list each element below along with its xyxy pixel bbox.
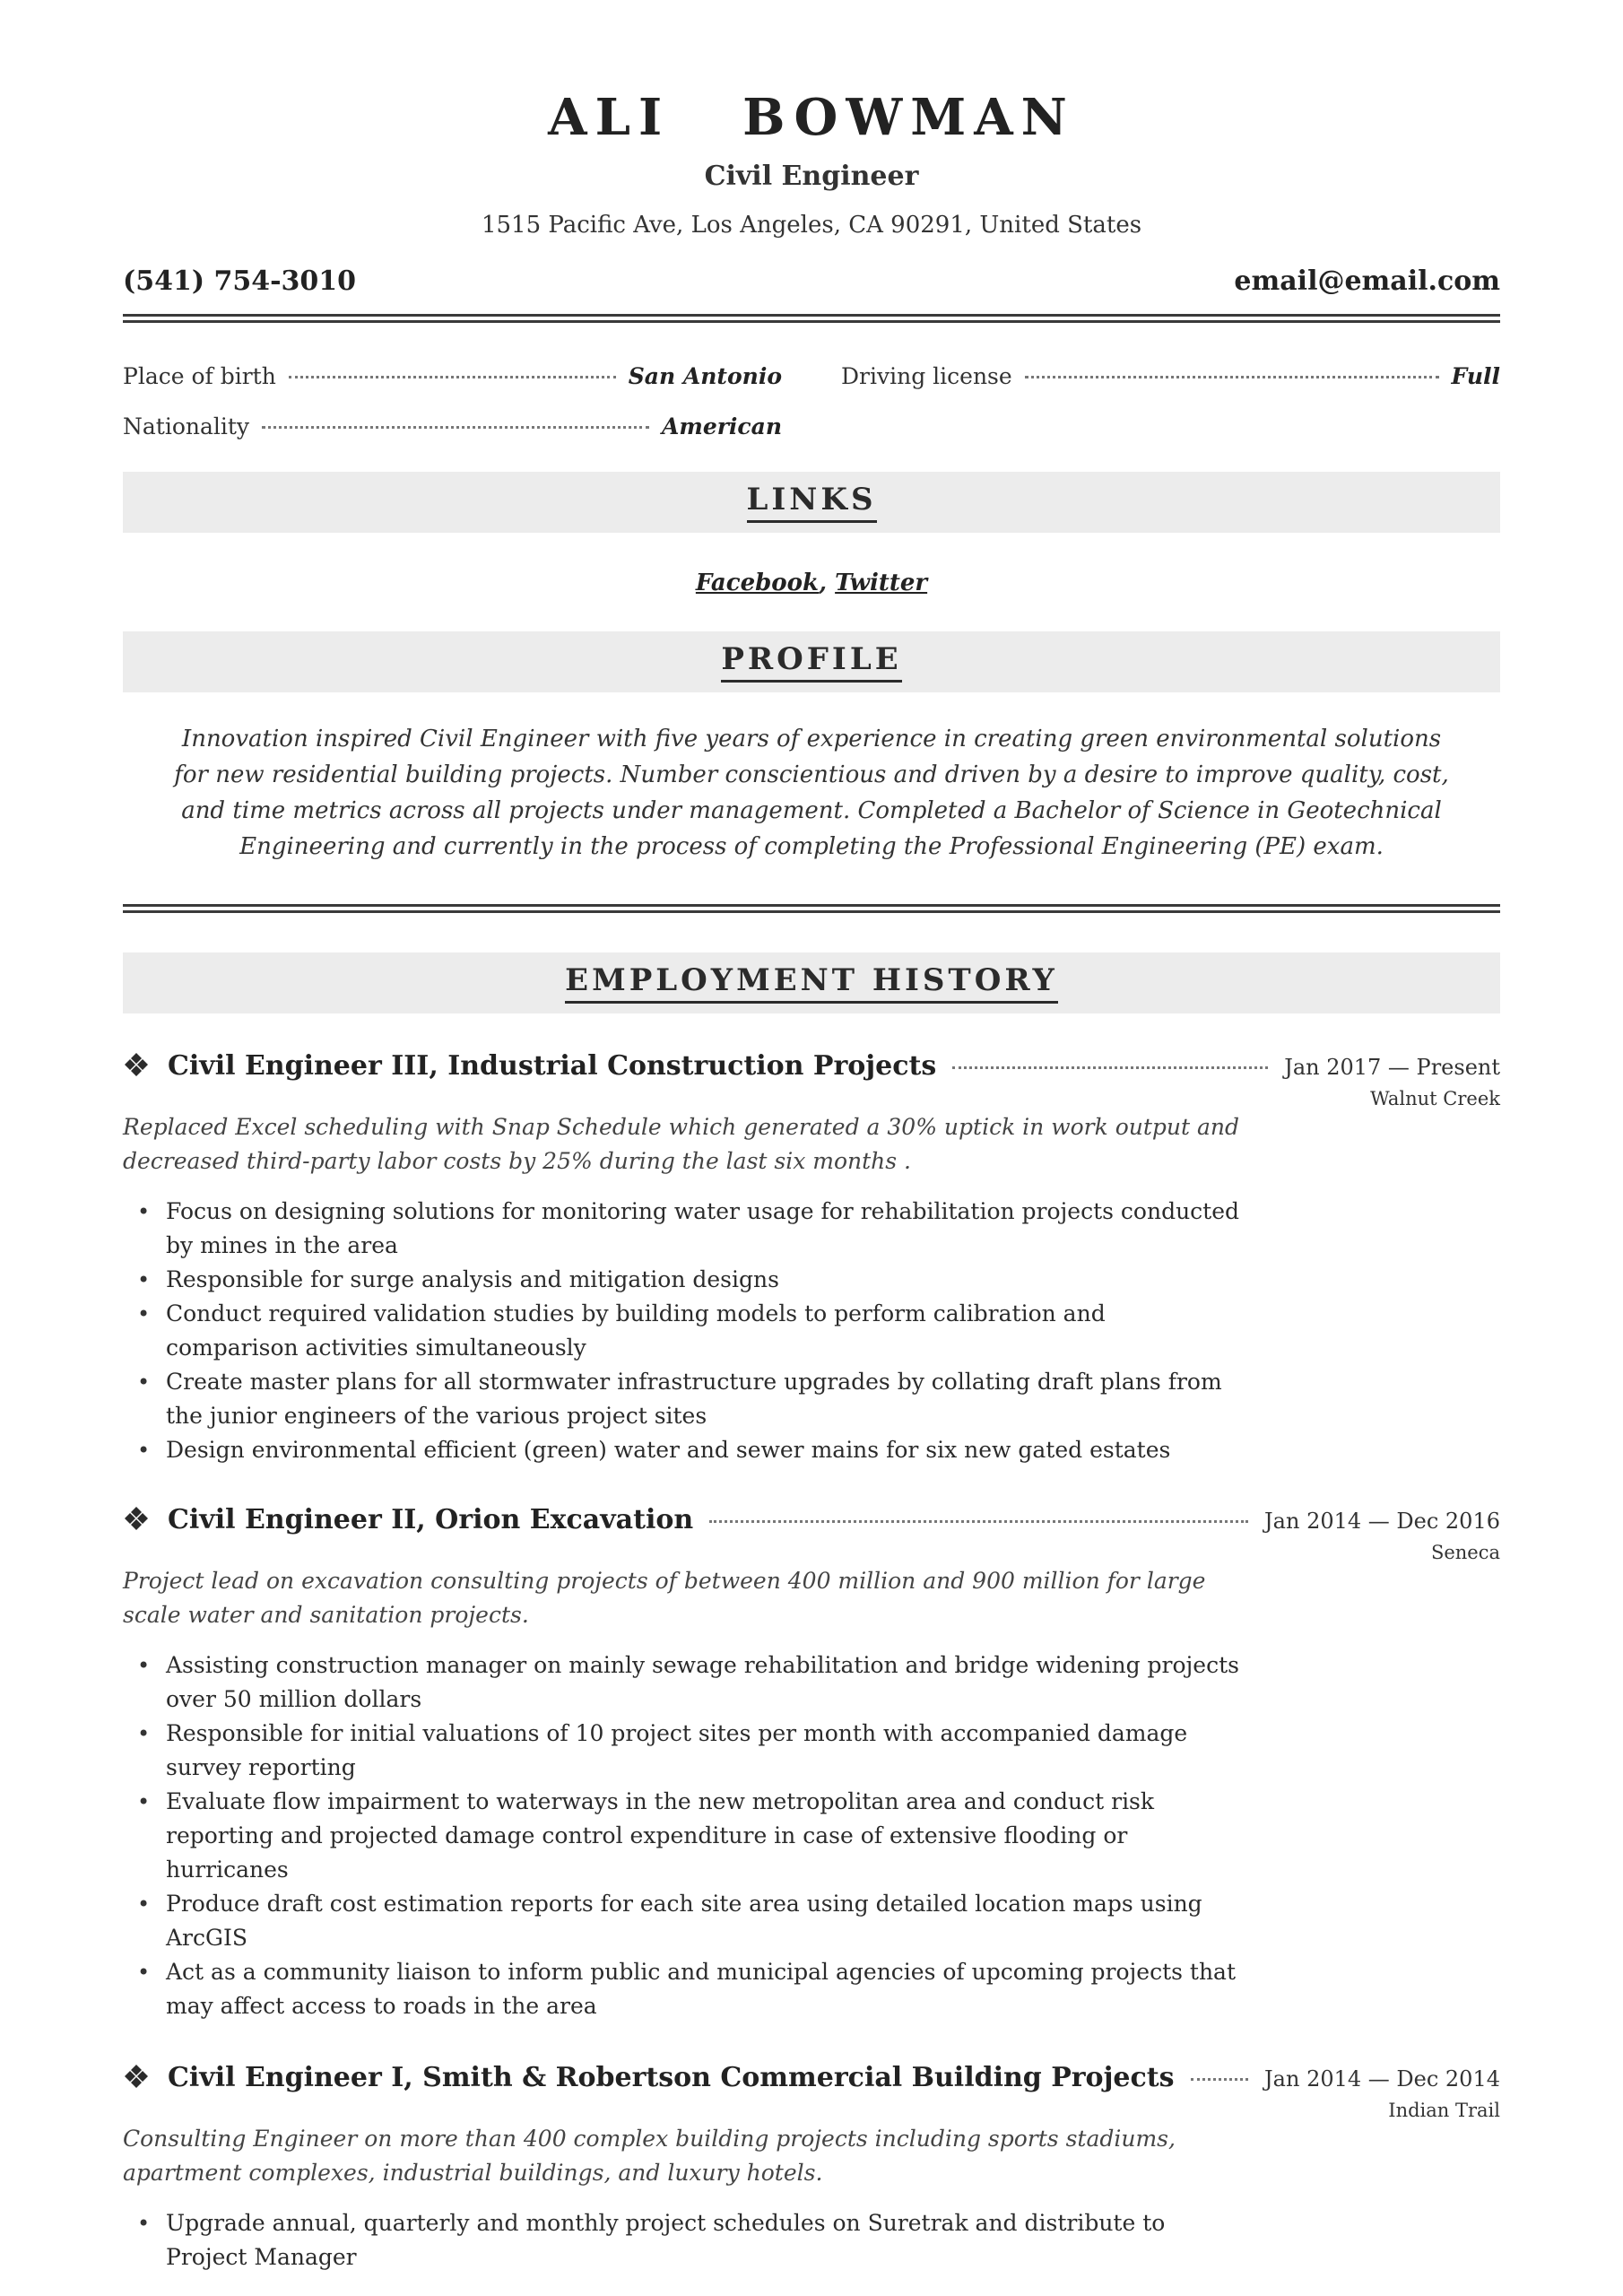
job-header: [123, 1048, 1500, 1085]
job-location: Indian Trail: [1388, 2100, 1500, 2121]
job-bullet: • Responsible for surge analysis and mitigation designs: [123, 1263, 1244, 1297]
job-bullet: • Responsible for initial valuations of 10 project sites per month with accompanied damage survey reporting: [123, 1717, 1244, 1785]
job-bullets: [123, 1195, 1244, 1467]
job-summary: Consulting Engineer on more than 400 complex building projects including sports stadiums, apartment complexes, industrial buildings, and luxury hotels.: [123, 2126, 1176, 2186]
job-bullet: • Focus on designing solutions for monitoring water usage for rehabilitation projects conducted by mines in the area: [123, 1195, 1244, 1263]
profile-divider: [123, 904, 1500, 913]
job-bullet: • Conduct required validation studies by building models to perform calibration and comparison activities simultaneously: [123, 1297, 1244, 1365]
job-bullet: • Act as a community liaison to inform public and municipal agencies of upcoming projects that may affect access to roads in the area: [123, 1955, 1244, 2023]
header-divider: [123, 314, 1500, 323]
four-diamond-icon: [123, 1051, 150, 1078]
job-bullets: [123, 2206, 1244, 2274]
detail-label: Place of birth: [123, 363, 276, 389]
dotted-leader: [1025, 375, 1439, 378]
detail-value: San Antonio: [628, 363, 782, 389]
detail-nationality: [123, 409, 782, 445]
job-bullet: • Produce draft cost estimation reports for each site area using detailed location maps using ArcGIS: [123, 1887, 1244, 1955]
dotted-leader: [952, 1065, 1268, 1069]
job-entry: [123, 2059, 1500, 2274]
job-bullet: • Upgrade annual, quarterly and monthly project schedules on Suretrak and distribute to Project Manager: [123, 2206, 1244, 2274]
employment-section-header: [123, 952, 1500, 1013]
profile-section-title: PROFILE: [721, 641, 901, 683]
job-dates: Jan 2014 — Dec 2016: [1264, 1509, 1500, 1534]
facebook-link[interactable]: Facebook: [695, 570, 819, 596]
detail-driving-license: [841, 359, 1500, 395]
links-section-header: [123, 472, 1500, 533]
job-dates: Jan 2014 — Dec 2014: [1264, 2066, 1500, 2092]
dotted-leader: [262, 425, 649, 429]
candidate-name: ALI BOWMAN: [548, 88, 1075, 147]
candidate-job-title: Civil Engineer: [704, 161, 919, 192]
dotted-leader: [709, 1519, 1248, 1523]
detail-label: Nationality: [123, 413, 250, 439]
four-diamond-icon: [123, 1505, 150, 1532]
dotted-leader: [1191, 2077, 1249, 2081]
links-row: [123, 567, 1500, 599]
employment-section-title: EMPLOYMENT HISTORY: [565, 962, 1058, 1004]
job-bullet: • Assisting construction manager on mainly sewage rehabilitation and bridge widening projects over 50 million dollars: [123, 1648, 1244, 1717]
dotted-leader: [289, 375, 616, 378]
personal-details: [123, 359, 1500, 445]
job-title: Civil Engineer III, Industrial Construction Projects: [168, 1050, 937, 1082]
phone-number[interactable]: (541) 754-3010: [123, 265, 357, 297]
profile-section-header: [123, 631, 1500, 692]
job-dates: Jan 2017 — Present: [1284, 1055, 1500, 1080]
detail-value: American: [661, 413, 782, 439]
job-summary: Replaced Excel scheduling with Snap Schedule which generated a 30% uptick in work output and decreased third-party labor costs by 25% during the last six months .: [123, 1114, 1240, 1174]
job-title: Civil Engineer II, Orion Excavation: [168, 1504, 694, 1535]
links-section-title: LINKS: [747, 482, 877, 523]
job-location: Seneca: [1430, 1542, 1500, 1563]
job-location: Walnut Creek: [1370, 1088, 1500, 1109]
email-address[interactable]: email@email.com: [1234, 265, 1500, 297]
job-header: [123, 1501, 1500, 1539]
job-summary: Project lead on excavation consulting projects of between 400 million and 900 million for large scale water and sanitation projects.: [123, 1568, 1206, 1628]
twitter-link[interactable]: Twitter: [835, 570, 928, 596]
job-entry: [123, 1048, 1500, 1467]
job-bullet: • Evaluate flow impairment to waterways in the new metropolitan area and conduct risk reporting and projected damage control expenditure in case of extensive flooding or hurricanes: [123, 1785, 1244, 1887]
job-title: Civil Engineer I, Smith & Robertson Commercial Building Projects: [168, 2062, 1175, 2093]
candidate-address: 1515 Pacific Ave, Los Angeles, CA 90291, United States: [481, 212, 1142, 239]
job-entry: [123, 1501, 1500, 2023]
detail-label: Driving license: [841, 363, 1012, 389]
contact-row: [123, 264, 1500, 300]
job-bullets: [123, 1648, 1244, 2023]
four-diamond-icon: [123, 2063, 150, 2090]
job-bullet: • Create master plans for all stormwater infrastructure upgrades by collating draft plans from the junior engineers of the various project sites: [123, 1365, 1244, 1433]
profile-summary: Innovation inspired Civil Engineer with five years of experience in creating green environmental solutions for new residential building projects. Number conscientious and driven by a desire to improve quality, cost, and time metrics across all projects under management. Completed a Bachelor of Science in Geotechnical Engineering and currently in the process of completing the Professional Engineering (PE) exam.: [174, 726, 1449, 860]
detail-place-of-birth: [123, 359, 782, 395]
link-separator: ,: [819, 570, 836, 596]
job-bullet: • Design environmental efficient (green) water and sewer mains for six new gated estates: [123, 1433, 1244, 1467]
job-header: [123, 2059, 1500, 2097]
detail-value: Full: [1451, 363, 1500, 389]
